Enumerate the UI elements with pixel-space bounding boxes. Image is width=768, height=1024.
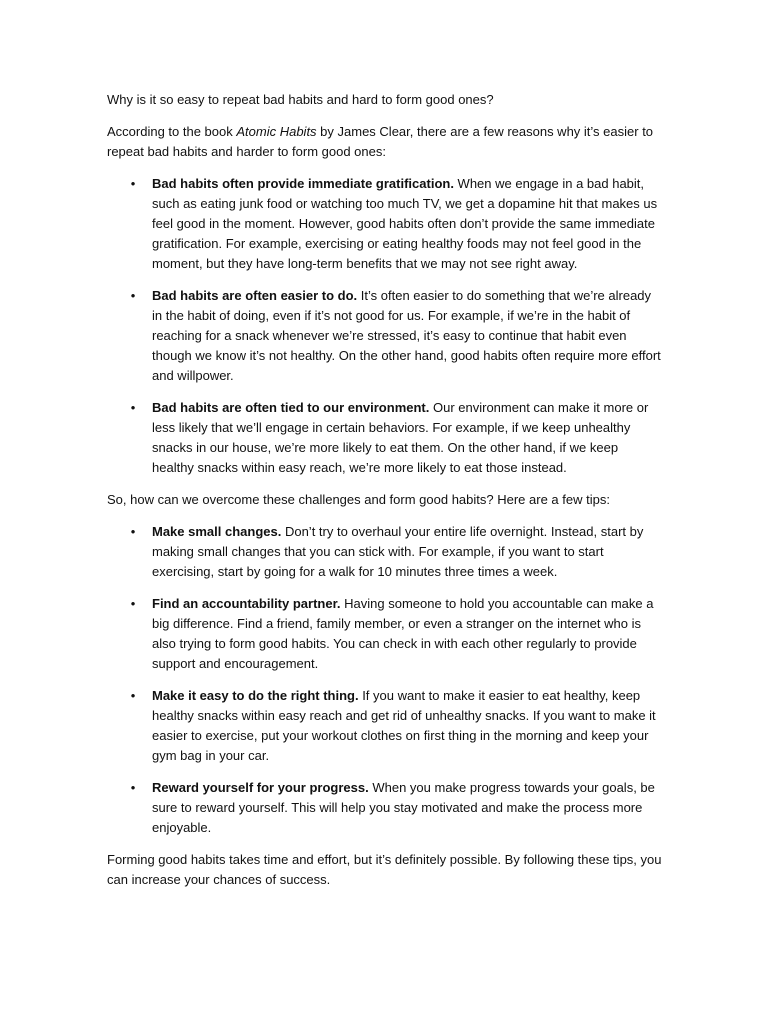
bullet-icon: • xyxy=(130,596,136,611)
tip-title: Make it easy to do the right thing. xyxy=(152,688,359,703)
bullet-icon: • xyxy=(130,688,136,703)
bullet-icon: • xyxy=(130,780,136,795)
list-item xyxy=(107,594,662,674)
tip-text: When you make progress towards your goals, be sure to reward yourself. This will help you stay motivated and make the process more enjoyable. xyxy=(152,780,655,835)
list-item xyxy=(107,398,662,478)
intro-text-before: According to the book xyxy=(107,124,237,139)
list-item xyxy=(107,174,662,274)
tips-list xyxy=(107,522,662,838)
conclusion-paragraph: Forming good habits takes time and effort, but it’s definitely possible. By following these tips, you can increase your chances of success. xyxy=(107,852,662,887)
question-heading: Why is it so easy to repeat bad habits and hard to form good ones? xyxy=(107,92,494,107)
reason-text: Our environment can make it more or less likely that we’ll engage in certain behaviors. For example, if we keep unhealthy snacks in our house, we’re more likely to eat them. On the other hand, if we keep healthy snacks within easy reach, we’re more likely to eat those instead. xyxy=(152,400,649,475)
reasons-list xyxy=(107,174,662,478)
bullet-icon: • xyxy=(130,176,136,191)
transition-paragraph: So, how can we overcome these challenges and form good habits? Here are a few tips: xyxy=(107,492,610,507)
reason-title: Bad habits often provide immediate gratification. xyxy=(152,176,454,191)
reason-title: Bad habits are often easier to do. xyxy=(152,288,358,303)
tip-title: Reward yourself for your progress. xyxy=(152,780,369,795)
tip-title: Find an accountability partner. xyxy=(152,596,341,611)
book-title: Atomic Habits xyxy=(236,124,317,139)
tip-text: If you want to make it easier to eat healthy, keep healthy snacks within easy reach and get rid of unhealthy snacks. If you want to make it easier to exercise, put your workout clothes on first thing in the morning and keep your gym bag in your car. xyxy=(152,688,656,763)
list-item xyxy=(107,686,662,766)
bullet-icon: • xyxy=(130,288,136,303)
bullet-icon: • xyxy=(130,524,136,539)
reason-text: When we engage in a bad habit, such as eating junk food or watching too much TV, we get a dopamine hit that makes us feel good in the moment. However, good habits often don’t provide the same immediate gratification. For example, exercising or eating healthy foods may not feel good in the moment, but they have long-term benefits that we may not see right away. xyxy=(152,176,658,271)
list-item xyxy=(107,286,662,386)
document-body xyxy=(107,90,662,902)
list-item xyxy=(107,522,662,582)
tip-text: Having someone to hold you accountable can make a big difference. Find a friend, family member, or even a stranger on the internet who is also trying to form good habits. You can check in with each other regularly to provide support and encouragement. xyxy=(152,596,654,671)
tip-text: Don’t try to overhaul your entire life overnight. Instead, start by making small changes that you can stick with. For example, if you want to start exercising, start by going for a walk for 10 minutes three times a week. xyxy=(152,524,644,579)
tip-title: Make small changes. xyxy=(152,524,282,539)
intro-text-after: by James Clear, there are a few reasons why it’s easier to repeat bad habits and harder to form good ones: xyxy=(107,124,654,159)
list-item xyxy=(107,778,662,838)
bullet-icon: • xyxy=(130,400,136,415)
intro-paragraph xyxy=(107,122,662,162)
reason-title: Bad habits are often tied to our environment. xyxy=(152,400,430,415)
reason-text: It’s often easier to do something that we’re already in the habit of doing, even if it’s not good for us. For example, if we’re in the habit of reaching for a snack whenever we’re stressed, it’s easy to continue that habit even though we know it’s not healthy. On the other hand, good habits often require more effort and willpower. xyxy=(152,288,661,383)
